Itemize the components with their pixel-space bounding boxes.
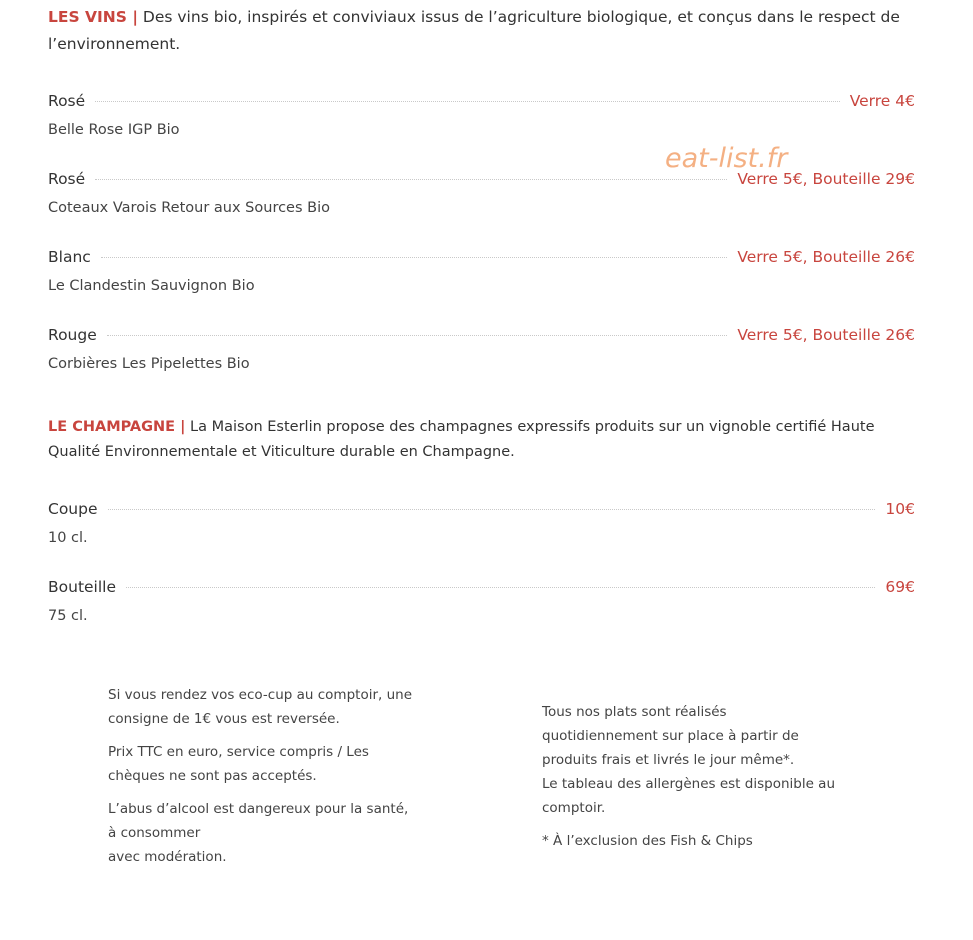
item-description: Corbières Les Pipelettes Bio [48,356,250,372]
item-price: Verre 4€ [849,92,915,110]
item-name: Rosé [48,92,86,110]
item-price: Verre 5€, Bouteille 26€ [737,326,915,344]
item-description: 75 cl. [48,608,88,624]
watermark-logo: eat-list.fr [665,143,788,174]
menu-item-bouteille [48,578,915,624]
dotted-leader [95,101,840,102]
footer-notes-left [108,683,438,878]
dotted-leader [108,509,876,510]
menu-item-coupe [48,500,915,546]
champagne-intro-text: La Maison Esterlin propose des champagnes expressifs produits sur un vignoble certifié Haute Qualité Environnementale et Viticulture durable en Champagne. [48,419,875,460]
menu-item-rouge [48,326,915,372]
exclusion-note: * À l’exclusion des Fish & Chips [542,833,753,849]
item-name: Coupe [48,500,98,518]
champagne-intro [48,415,923,465]
dotted-leader [126,587,875,588]
pricing-note: Prix TTC en euro, service compris / Les chèques ne sont pas acceptés. [108,744,369,784]
dotted-leader [101,257,728,258]
footer-notes-right [542,700,862,862]
wines-intro-text: Des vins bio, inspirés et conviviaux issus de l’agriculture biologique, et conçus dans le respect de l’environnement. [48,8,900,53]
item-name: Rouge [48,326,97,344]
item-name: Rosé [48,170,86,188]
wines-intro [48,4,923,58]
homemade-note: Tous nos plats sont réalisés quotidiennement sur place à partir de produits frais et livrés le jour même*. Le tableau des allergènes est disponible au comptoir. [542,704,836,816]
menu-item-blanc [48,248,915,294]
menu-item-rose-1 [48,92,915,138]
item-name: Bouteille [48,578,117,596]
menu-item-rose-2 [48,170,915,216]
item-name: Blanc [48,248,91,266]
item-description: Coteaux Varois Retour aux Sources Bio [48,200,330,216]
item-price: 69€ [885,578,915,596]
item-description: Belle Rose IGP Bio [48,122,180,138]
champagne-heading: LE CHAMPAGNE | [48,419,186,435]
wines-heading: LES VINS | [48,8,138,26]
item-description: Le Clandestin Sauvignon Bio [48,278,255,294]
item-price: Verre 5€, Bouteille 26€ [737,248,915,266]
alcohol-warning: L’abus d’alcool est dangereux pour la santé, à consommer avec modération. [108,801,409,865]
dotted-leader [95,179,727,180]
item-price: 10€ [885,500,915,518]
eco-cup-note: Si vous rendez vos eco-cup au comptoir, une consigne de 1€ vous est reversée. [108,687,413,727]
item-description: 10 cl. [48,530,88,546]
item-price: Verre 5€, Bouteille 29€ [737,170,915,188]
dotted-leader [107,335,728,336]
